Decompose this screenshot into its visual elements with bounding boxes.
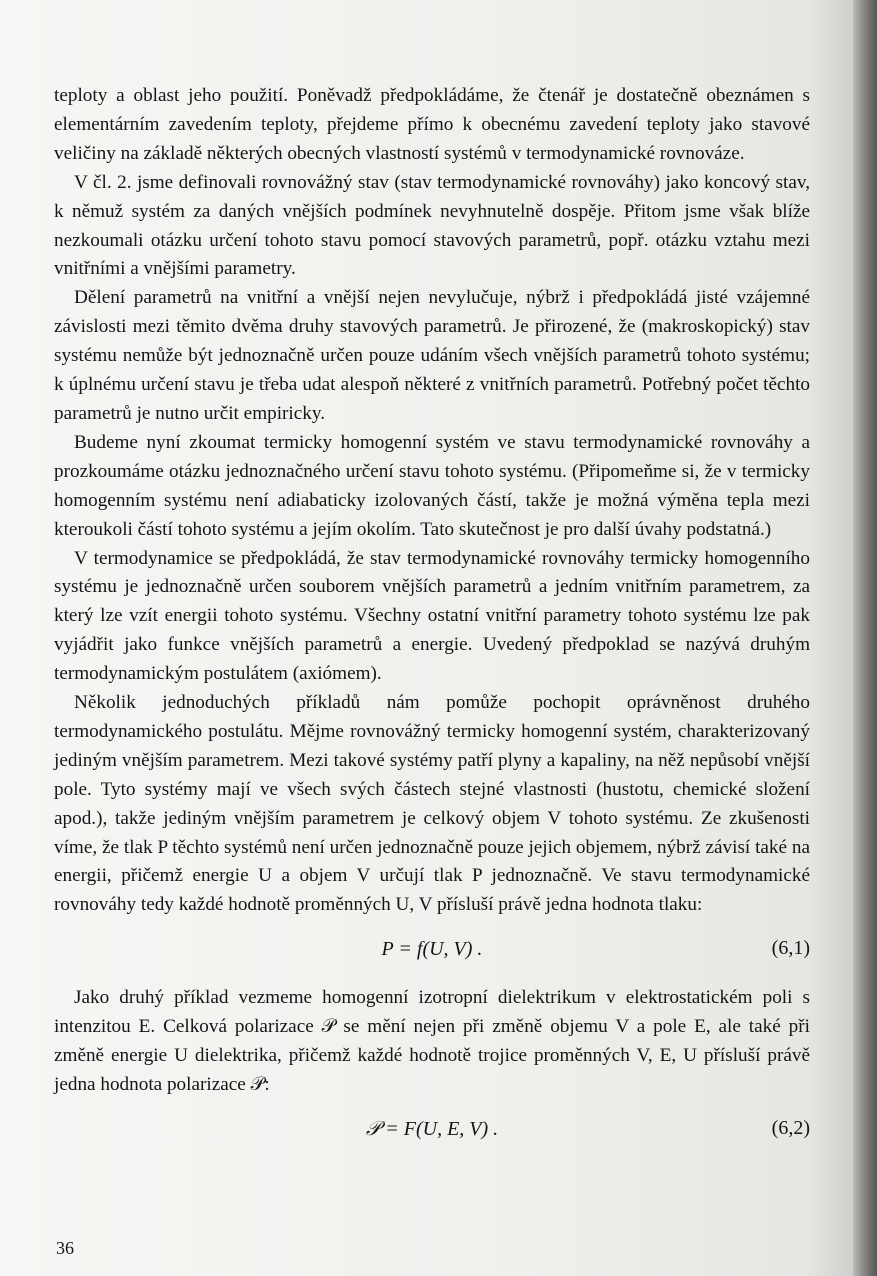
equation-6-1 <box>54 920 810 984</box>
paragraph-4: Budeme nyní zkoumat termicky homogenní systém ve stavu termodynamické rovnováhy a prozkoumáme otázku jednoznačného určení stavu tohoto systému. (Připomeňme si, že v termicky homogenním systému není adiabaticky izolovaných částí, takže je možná výměna tepla mezi kteroukoli částí tohoto systému a jejím okolím. Tato skutečnost je pro další úvahy podstatná.) <box>54 431 810 540</box>
equation-number: (6,2) <box>771 1116 810 1139</box>
body-text <box>54 82 810 1164</box>
equation-formula: 𝒫 = F(U, E, V) . <box>365 1117 499 1140</box>
paragraph-2: V čl. 2. jsme definovali rovnovážný stav (stav termodynamické rovnováhy) jako koncový stav, k němuž systém za daných vnějších podmínek nevyhnutelně dospěje. Přitom jsme však blíže nezkoumali otázku určení tohoto stavu pomocí stavových parametrů, popř. otázku vztahu mezi vnitřními a vnějšími parametry. <box>54 171 810 280</box>
paragraph-7: Jako druhý příklad vezmeme homogenní izotropní dielektrikum v elektrostatickém poli s intenzitou E. Celková polarizace 𝒫 se mění nejen při změně objemu V a pole E, ale také při změně energie U dielektrika, přičemž každé hodnotě trojice proměnných V, E, U přísluší právě jedna hodnota polarizace 𝒫: <box>54 987 810 1095</box>
equation-number: (6,1) <box>771 937 810 960</box>
equation-6-2 <box>54 1100 810 1164</box>
equation-formula: P = f(U, V) . <box>381 938 483 961</box>
page-number: 36 <box>56 1238 74 1258</box>
page-edge-shadow <box>853 0 877 1276</box>
paragraph-3: Dělení parametrů na vnitřní a vnější nejen nevylučuje, nýbrž i předpokládá jisté vzájemné závislosti mezi těmito dvěma druhy stavových parametrů. Je přirozené, že (makroskopický) stav systému nemůže být jednoznačně určen pouze udáním všech vnějších parametrů tohoto systému; k úplnému určení stavu je třeba udat alespoň některé z vnitřních parametrů. Potřebný počet těchto parametrů je nutno určit empiricky. <box>54 287 810 424</box>
paragraph-1: teploty a oblast jeho použití. Poněvadž předpokládáme, že čtenář je dostatečně obeznámen s elementárním zavedením teploty, přejdeme přímo k obecnému zavedení teploty jako stavové veličiny na základě některých obecných vlastností systémů v termodynamické rovnováze. <box>54 85 810 164</box>
paragraph-6: Několik jednoduchých příkladů nám pomůže pochopit oprávněnost druhého termodynamického postulátu. Mějme rovnovážný termicky homogenní systém, charakterizovaný jediným vnějším parametrem. Mezi takové systémy patří plyny a kapaliny, na něž nepůsobí vnější pole. Tyto systémy mají ve všech svých částech stejné vlastnosti (hustotu, chemické složení apod.), takže jediným vnějším parametrem je celkový objem V tohoto systému. Ze zkušenosti víme, že tlak P těchto systémů není určen jednoznačně pouze jejich objemem, nýbrž závisí také na energii, přičemž energie U a objem V určují tlak P jednoznačně. Ve stavu termodynamické rovnováhy tedy každé hodnotě proměnných U, V přísluší právě jedna hodnota tlaku: <box>54 692 810 916</box>
paragraph-5: V termodynamice se předpokládá, že stav termodynamické rovnováhy termicky homogenního systému je jednoznačně určen souborem vnějších parametrů a jedním vnitřním parametrem, za který lze vzít energii tohoto systému. Všechny ostatní vnitřní parametry tohoto systému lze pak vyjádřit jako funkce vnějších parametrů a energie. Uvedený předpoklad se nazývá druhým termodynamickým postulátem (axiómem). <box>54 547 810 685</box>
